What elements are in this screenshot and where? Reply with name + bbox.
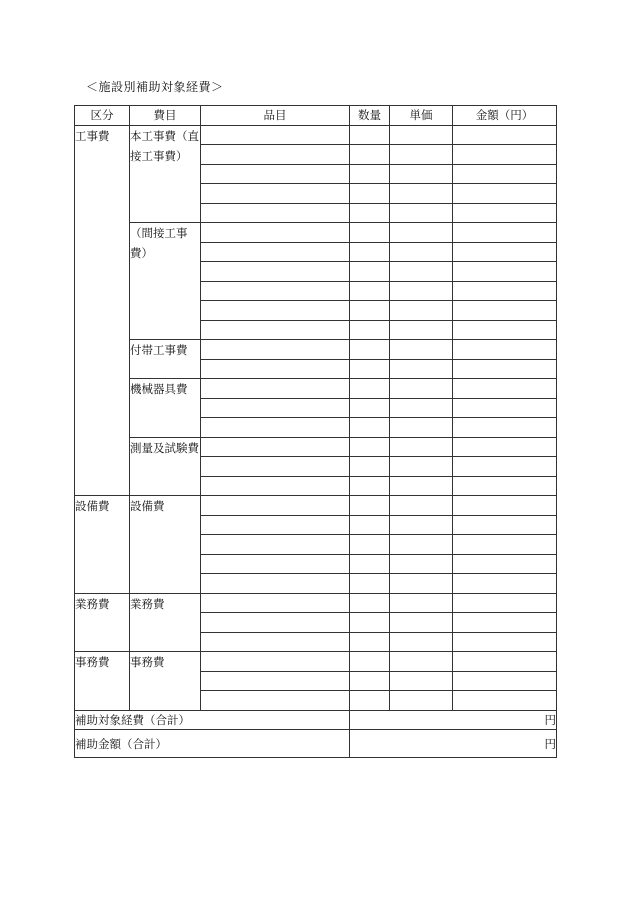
unit-price-cell[interactable]	[390, 379, 453, 399]
quantity-cell[interactable]	[350, 593, 390, 613]
table-row	[75, 340, 557, 360]
product-cell[interactable]	[201, 418, 350, 438]
unit-price-cell[interactable]	[390, 320, 453, 340]
quantity-cell[interactable]	[350, 379, 390, 399]
quantity-cell[interactable]	[350, 554, 390, 574]
amount-cell[interactable]	[453, 281, 557, 301]
unit-price-cell[interactable]	[390, 554, 453, 574]
category-office: 事務費	[75, 652, 130, 711]
amount-cell[interactable]	[453, 437, 557, 457]
table-row	[75, 496, 557, 516]
unit-price-cell[interactable]	[390, 691, 453, 711]
unit-price-cell[interactable]	[390, 476, 453, 496]
product-cell[interactable]	[201, 476, 350, 496]
unit-price-cell[interactable]	[390, 125, 453, 145]
subsidy-amount-total-label: 補助金額（合計）	[75, 730, 350, 758]
unit-price-cell[interactable]	[390, 418, 453, 438]
product-cell[interactable]	[201, 535, 350, 555]
amount-cell[interactable]	[453, 359, 557, 379]
quantity-cell[interactable]	[350, 457, 390, 477]
unit-price-cell[interactable]	[390, 457, 453, 477]
expense-office: 事務費	[130, 652, 201, 711]
category-construction: 工事費	[75, 125, 130, 496]
unit-price-cell[interactable]	[390, 359, 453, 379]
amount-cell[interactable]	[453, 301, 557, 321]
unit-price-cell[interactable]	[390, 593, 453, 613]
product-cell[interactable]	[201, 281, 350, 301]
unit-price-cell[interactable]	[390, 437, 453, 457]
quantity-cell[interactable]	[350, 125, 390, 145]
subsidy-amount-total-field[interactable]: 円	[350, 730, 557, 758]
amount-cell[interactable]	[453, 613, 557, 633]
quantity-cell[interactable]	[350, 496, 390, 516]
amount-cell[interactable]	[453, 398, 557, 418]
amount-cell[interactable]	[453, 418, 557, 438]
quantity-cell[interactable]	[350, 574, 390, 594]
product-cell[interactable]	[201, 632, 350, 652]
quantity-cell[interactable]	[350, 418, 390, 438]
amount-cell[interactable]	[453, 476, 557, 496]
expense-direct-construction: 本工事費（直接工事費）	[130, 125, 201, 223]
unit-price-cell[interactable]	[390, 281, 453, 301]
category-business: 業務費	[75, 593, 130, 652]
amount-cell[interactable]	[453, 457, 557, 477]
expense-survey-testing: 測量及試験費	[130, 437, 201, 496]
product-cell[interactable]	[201, 554, 350, 574]
quantity-cell[interactable]	[350, 184, 390, 204]
quantity-cell[interactable]	[350, 437, 390, 457]
expense-ancillary-construction: 付帯工事費	[130, 340, 201, 379]
product-cell[interactable]	[201, 340, 350, 360]
amount-cell[interactable]	[453, 223, 557, 243]
amount-cell[interactable]	[453, 125, 557, 145]
header-category: 区分	[75, 106, 130, 126]
unit-price-cell[interactable]	[390, 613, 453, 633]
product-cell[interactable]	[201, 184, 350, 204]
expense-indirect-construction: （間接工事費）	[130, 223, 201, 340]
product-cell[interactable]	[201, 164, 350, 184]
product-cell[interactable]	[201, 379, 350, 399]
product-cell[interactable]	[201, 574, 350, 594]
amount-cell[interactable]	[453, 593, 557, 613]
unit-price-cell[interactable]	[390, 340, 453, 360]
unit-price-cell[interactable]	[390, 242, 453, 262]
amount-cell[interactable]	[453, 515, 557, 535]
unit-price-cell[interactable]	[390, 301, 453, 321]
product-cell[interactable]	[201, 242, 350, 262]
unit-price-cell[interactable]	[390, 652, 453, 672]
quantity-cell[interactable]	[350, 691, 390, 711]
product-cell[interactable]	[201, 496, 350, 516]
quantity-cell[interactable]	[350, 476, 390, 496]
quantity-cell[interactable]	[350, 242, 390, 262]
quantity-cell[interactable]	[350, 320, 390, 340]
unit-price-cell[interactable]	[390, 262, 453, 282]
quantity-cell[interactable]	[350, 535, 390, 555]
amount-cell[interactable]	[453, 671, 557, 691]
unit-price-cell[interactable]	[390, 398, 453, 418]
amount-cell[interactable]	[453, 184, 557, 204]
product-cell[interactable]	[201, 437, 350, 457]
amount-cell[interactable]	[453, 262, 557, 282]
product-cell[interactable]	[201, 359, 350, 379]
product-cell[interactable]	[201, 125, 350, 145]
amount-cell[interactable]	[453, 554, 557, 574]
product-cell[interactable]	[201, 203, 350, 223]
subsidy-expense-total-label: 補助対象経費（合計）	[75, 710, 350, 730]
quantity-cell[interactable]	[350, 652, 390, 672]
amount-cell[interactable]	[453, 574, 557, 594]
unit-price-cell[interactable]	[390, 515, 453, 535]
quantity-cell[interactable]	[350, 262, 390, 282]
quantity-cell[interactable]	[350, 145, 390, 165]
expense-equipment: 設備費	[130, 496, 201, 594]
quantity-cell[interactable]	[350, 515, 390, 535]
table-row	[75, 223, 557, 243]
unit-price-cell[interactable]	[390, 671, 453, 691]
subsidy-expense-total-field[interactable]: 円	[350, 710, 557, 730]
product-cell[interactable]	[201, 301, 350, 321]
unit-price-cell[interactable]	[390, 496, 453, 516]
unit-price-cell[interactable]	[390, 632, 453, 652]
unit-price-cell[interactable]	[390, 164, 453, 184]
header-product: 品目	[201, 106, 350, 126]
amount-cell[interactable]	[453, 203, 557, 223]
amount-cell[interactable]	[453, 496, 557, 516]
quantity-cell[interactable]	[350, 281, 390, 301]
amount-cell[interactable]	[453, 145, 557, 165]
table-row	[75, 125, 557, 145]
expense-machinery: 機械器具費	[130, 379, 201, 438]
table-row	[75, 379, 557, 399]
header-quantity: 数量	[350, 106, 390, 126]
quantity-cell[interactable]	[350, 164, 390, 184]
header-unit-price: 単価	[390, 106, 453, 126]
unit-price-cell[interactable]	[390, 535, 453, 555]
product-cell[interactable]	[201, 671, 350, 691]
header-row	[75, 106, 557, 126]
product-cell[interactable]	[201, 145, 350, 165]
amount-cell[interactable]	[453, 535, 557, 555]
product-cell[interactable]	[201, 691, 350, 711]
quantity-cell[interactable]	[350, 223, 390, 243]
product-cell[interactable]	[201, 398, 350, 418]
header-expense-item: 費目	[130, 106, 201, 126]
unit-price-cell[interactable]	[390, 145, 453, 165]
amount-cell[interactable]	[453, 691, 557, 711]
table-row	[75, 437, 557, 457]
unit-price-cell[interactable]	[390, 574, 453, 594]
quantity-cell[interactable]	[350, 340, 390, 360]
amount-cell[interactable]	[453, 340, 557, 360]
subsidy-expense-total-row	[75, 710, 557, 730]
category-equipment: 設備費	[75, 496, 130, 594]
product-cell[interactable]	[201, 613, 350, 633]
table-row	[75, 593, 557, 613]
amount-cell[interactable]	[453, 632, 557, 652]
unit-price-cell[interactable]	[390, 223, 453, 243]
quantity-cell[interactable]	[350, 203, 390, 223]
expense-business: 業務費	[130, 593, 201, 652]
unit-price-cell[interactable]	[390, 203, 453, 223]
form-title: ＜施設別補助対象経費＞	[86, 80, 224, 94]
subsidy-amount-total-row	[75, 730, 557, 758]
table-row	[75, 652, 557, 672]
header-amount: 金額（円）	[453, 106, 557, 126]
quantity-cell[interactable]	[350, 613, 390, 633]
product-cell[interactable]	[201, 652, 350, 672]
quantity-cell[interactable]	[350, 301, 390, 321]
product-cell[interactable]	[201, 457, 350, 477]
amount-cell[interactable]	[453, 164, 557, 184]
expense-table	[74, 105, 557, 758]
unit-price-cell[interactable]	[390, 184, 453, 204]
product-cell[interactable]	[201, 262, 350, 282]
product-cell[interactable]	[201, 515, 350, 535]
quantity-cell[interactable]	[350, 359, 390, 379]
amount-cell[interactable]	[453, 652, 557, 672]
product-cell[interactable]	[201, 320, 350, 340]
amount-cell[interactable]	[453, 320, 557, 340]
amount-cell[interactable]	[453, 242, 557, 262]
product-cell[interactable]	[201, 223, 350, 243]
quantity-cell[interactable]	[350, 398, 390, 418]
product-cell[interactable]	[201, 593, 350, 613]
amount-cell[interactable]	[453, 379, 557, 399]
quantity-cell[interactable]	[350, 671, 390, 691]
quantity-cell[interactable]	[350, 632, 390, 652]
